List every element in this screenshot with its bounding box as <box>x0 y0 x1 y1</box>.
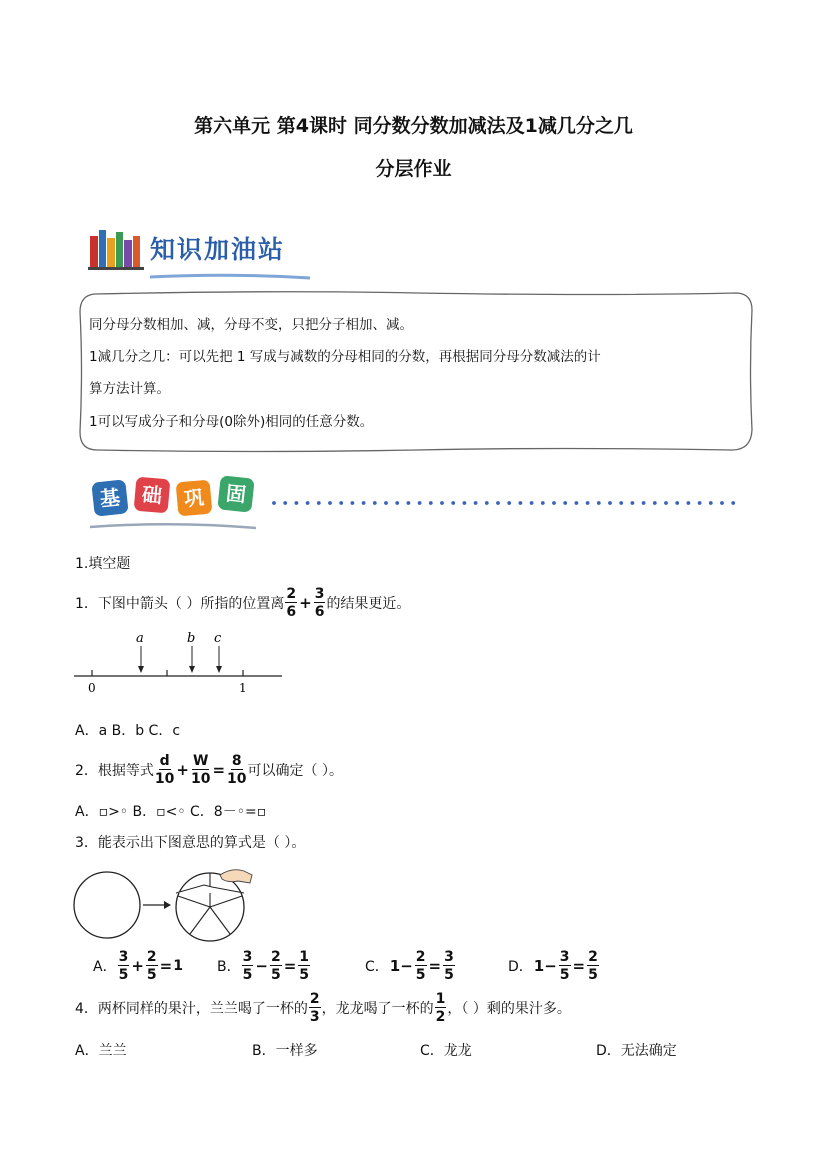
label-b: b <box>187 631 196 646</box>
divider-dot <box>295 501 299 505</box>
divider-dot <box>373 501 377 505</box>
knowledge-banner: 知识加油站 <box>150 235 286 264</box>
label-zero: 0 <box>88 681 96 695</box>
divider-dot <box>507 501 511 505</box>
divider-dot <box>328 501 332 505</box>
label-a: a <box>136 631 144 646</box>
q2-options: A．▫>◦ B．▫<◦ C．8－◦=▫ <box>75 804 267 820</box>
divider-dot <box>407 501 411 505</box>
question-2 <box>75 750 343 790</box>
divider-dot <box>608 501 612 505</box>
divider-dot <box>440 501 444 505</box>
number-line-figure <box>72 628 287 702</box>
divider-dot <box>687 501 691 505</box>
divider-dot <box>496 501 500 505</box>
question-1 <box>75 583 410 623</box>
divider-dot <box>317 501 321 505</box>
divider-dot <box>339 501 343 505</box>
banner-char-4: 固 <box>217 475 254 512</box>
label-one: 1 <box>239 681 247 695</box>
divider-dot <box>698 501 702 505</box>
q2-suffix: 可以确定（ ）。 <box>247 763 343 779</box>
divider-dot <box>451 501 455 505</box>
divider-dot <box>664 501 668 505</box>
divider-dot <box>429 501 433 505</box>
q2-equals: = <box>212 761 226 779</box>
whole-circle <box>74 872 140 938</box>
divider-dot <box>642 501 646 505</box>
divider-dot <box>474 501 478 505</box>
banner-char-3: 巩 <box>176 480 213 517</box>
q1-fraction-1: $\frac{2}{6}$ <box>286 586 297 620</box>
circle-figure <box>72 865 257 949</box>
q4-option-d: D．无法确定 <box>596 1043 677 1059</box>
page-subtitle: 分层作业 <box>375 158 452 180</box>
divider-dot <box>631 501 635 505</box>
q2-fraction-2: $\frac{W}{10}$ <box>190 753 211 787</box>
knowledge-line-4: 1可以写成分子和分母(0除外)相同的任意分数。 <box>89 414 374 430</box>
divider-dot <box>351 501 355 505</box>
divider-dot <box>586 501 590 505</box>
divider-dot <box>272 501 276 505</box>
divider-dot <box>283 501 287 505</box>
label-c: c <box>214 631 222 646</box>
question-4: 4．两杯同样的果汁，兰兰喝了一杯的 $\frac{2}{3}$ ，龙龙喝了一杯的 $\frac{1}{2}$ ，（ ）剩的果汁多。 <box>75 991 571 1025</box>
q1-options: A．a B．b C．c <box>75 723 181 739</box>
q2-fraction-1: $\frac{d}{10}$ <box>154 753 175 787</box>
divider-dot <box>619 501 623 505</box>
q4-option-a: A．兰兰 <box>75 1043 127 1059</box>
q1-suffix: 的结果更近。 <box>326 596 411 612</box>
dotted-divider <box>270 492 740 511</box>
divider-dot <box>463 501 467 505</box>
divider-dot <box>675 501 679 505</box>
divider-dot <box>418 501 422 505</box>
question-3: 3．能表示出下图意思的算式是（ ）。 <box>75 835 306 851</box>
q4-option-c: C．龙龙 <box>420 1043 472 1059</box>
q2-prefix: 2．根据等式 <box>75 763 154 779</box>
divider-dot <box>395 501 399 505</box>
page-title: 第六单元 第4课时 同分数分数加减法及1减几分之几 <box>194 115 633 137</box>
divider-dot <box>384 501 388 505</box>
banner-underline <box>148 266 313 285</box>
divider-dot <box>731 501 735 505</box>
divider-dot <box>530 501 534 505</box>
q3-option-c: C． 1− $\frac{2}{5}$ = $\frac{3}{5}$ <box>365 949 454 983</box>
knowledge-line-3: 算方法计算。 <box>89 381 170 397</box>
q1-plus: + <box>299 594 312 612</box>
q1-fraction-2: $\frac{3}{6}$ <box>314 586 325 620</box>
hand-icon <box>220 870 252 883</box>
section-title: 1.填空题 <box>75 556 131 572</box>
divider-dot <box>575 501 579 505</box>
q1-prefix: 1．下图中箭头（ ）所指的位置离 <box>75 596 285 612</box>
divider-dot <box>362 501 366 505</box>
banner-char-1: 基 <box>91 479 128 516</box>
divider-dot <box>541 501 545 505</box>
banner-char-2: 础 <box>134 477 171 514</box>
divider-dot <box>653 501 657 505</box>
q3-option-b: B． $\frac{3}{5}$ − $\frac{2}{5}$ = $\frac{1}{5}$ <box>217 949 310 983</box>
divider-dot <box>720 501 724 505</box>
divider-dot <box>485 501 489 505</box>
banner-swoosh <box>88 516 258 535</box>
knowledge-line-1: 同分母分数相加、减，分母不变，只把分子相加、减。 <box>89 317 413 333</box>
knowledge-line-2: 1减几分之几：可以先把 1 写成与减数的分母相同的分数，再根据同分母分数减法的计 <box>89 349 601 365</box>
books-logo <box>88 226 144 274</box>
divider-dot <box>552 501 556 505</box>
q3-option-a: A． $\frac{3}{5}$ + $\frac{2}{5}$ = 1 <box>93 949 183 983</box>
q2-fraction-3: $\frac{8}{10}$ <box>227 753 247 787</box>
divider-dot <box>709 501 713 505</box>
divider-dot <box>306 501 310 505</box>
q4-option-b: B．一样多 <box>252 1043 318 1059</box>
q2-plus: + <box>176 761 189 779</box>
q3-option-d: D． 1− $\frac{3}{5}$ = $\frac{2}{5}$ <box>508 949 598 983</box>
divider-dot <box>519 501 523 505</box>
divider-dot <box>597 501 601 505</box>
divider-dot <box>563 501 567 505</box>
